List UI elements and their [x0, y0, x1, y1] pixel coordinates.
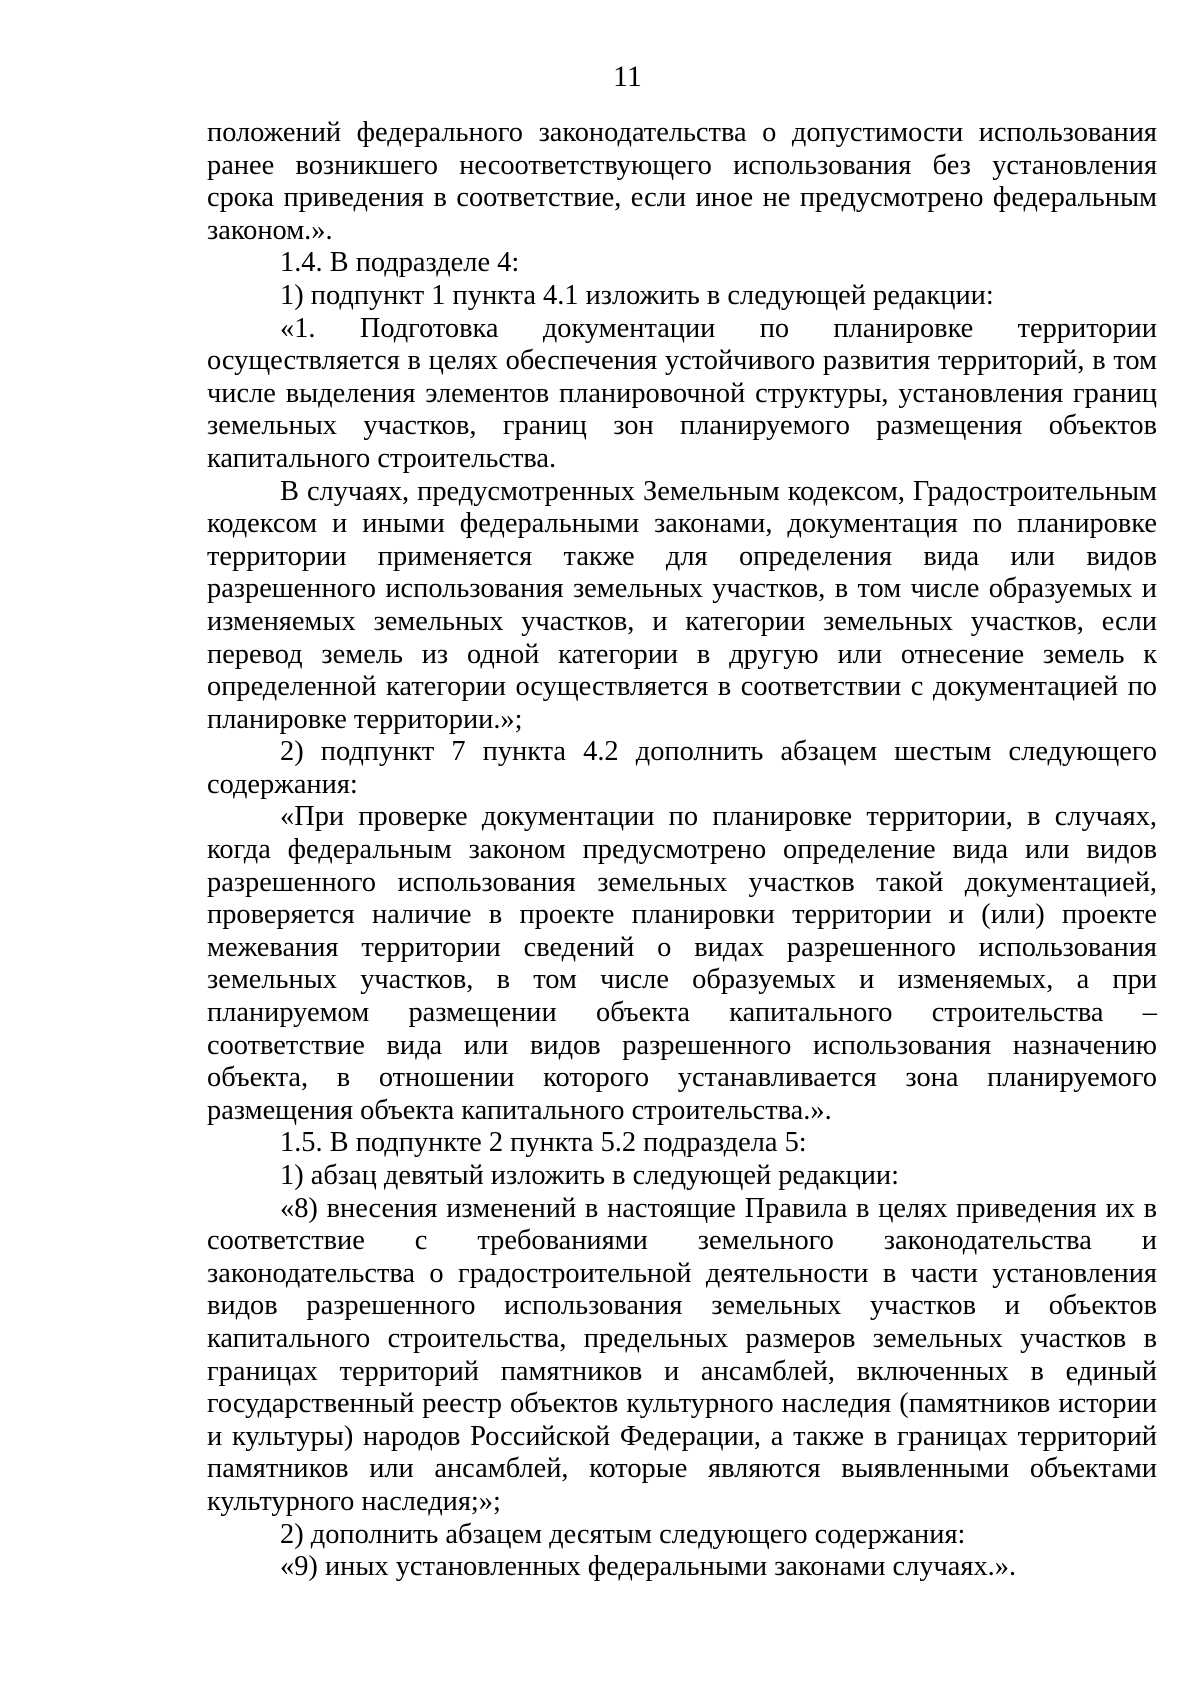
paragraph-subsection-1-5: 1.5. В подпункте 2 пункта 5.2 подраздела 5:	[280, 1127, 807, 1159]
paragraph-subsection-1-4: 1.4. В подразделе 4:	[280, 247, 520, 279]
paragraph-item-1-ninth: 1) абзац девятый изложить в следующей редакции:	[280, 1160, 899, 1191]
paragraph-quote-8: «8) внесения изменений в настоящие Правила в целях приведения их в соответствие с требованиями земельного законодательства и законодательства о градостроительной деятельности в части установления видов разрешенного использования земельных участков и объектов капитального строительства, предельных размеров земельных участков в границах территорий памятников и ансамблей, включенных в единый государственный реестр объектов культурного наследия (памятников истории и культуры) народов Российской Федерации, а также в границах территорий памятников или ансамблей, которые являются выявленными объектами культурного наследия;»;	[207, 1192, 1157, 1517]
paragraph-item-2-tenth: 2) дополнить абзацем десятым следующего содержания:	[280, 1518, 966, 1550]
paragraph-cases: В случаях, предусмотренных Земельным кодексом, Градостроительным кодексом и иными федеральными законами, документация по планировке территории применяется также для определения вида или видов разрешенного использования земельных участков, в том числе образуемых и изменяемых земельных участков, и категории земельных участков, если перевод земель из одной категории в другую или отнесение земель к определенной категории осуществляется в соответствии с документацией по планировке территории.»;	[207, 475, 1157, 735]
paragraph-continuation: положений федерального законодательства о допустимости использования ранее возникшего несоответствующего использования без установления срока приведения в соответствие, если иное не предусмотрено федеральным законом.».	[207, 117, 1157, 246]
paragraph-quote-9: «9) иных установленных федеральными законами случаях.».	[280, 1551, 1017, 1583]
paragraph-item-2: 2) подпункт 7 пункта 4.2 дополнить абзацем шестым следующего содержания:	[207, 736, 1157, 800]
paragraph-quote-1: «1. Подготовка документации по планировке территории осуществляется в целях обеспечения устойчивого развития территорий, в том числе выделения элементов планировочной структуры, установления границ земельных участков, границ зон планируемого размещения объектов капитального строительства.	[207, 312, 1157, 474]
paragraph-quote-check: «При проверке документации по планировке территории, в случаях, когда федеральным законом предусмотрено определение вида или видов разрешенного использования земельных участков такой документацией, проверяется наличие в проекте планировки территории и (или) проекте межевания территории сведений о видах разрешенного использования земельных участков, в том числе образуемых и изменяемых, а при планируемом размещении объекта капитального строительства – соответствие вида или видов разрешенного использования назначению объекта, в отношении которого устанавливается зона планируемого размещения объекта капитального строительства.».	[207, 801, 1157, 1126]
document-body	[207, 117, 1157, 1584]
page-number: 11	[613, 60, 642, 93]
paragraph-item-1: 1) подпункт 1 пункта 4.1 изложить в следующей редакции:	[280, 279, 994, 311]
